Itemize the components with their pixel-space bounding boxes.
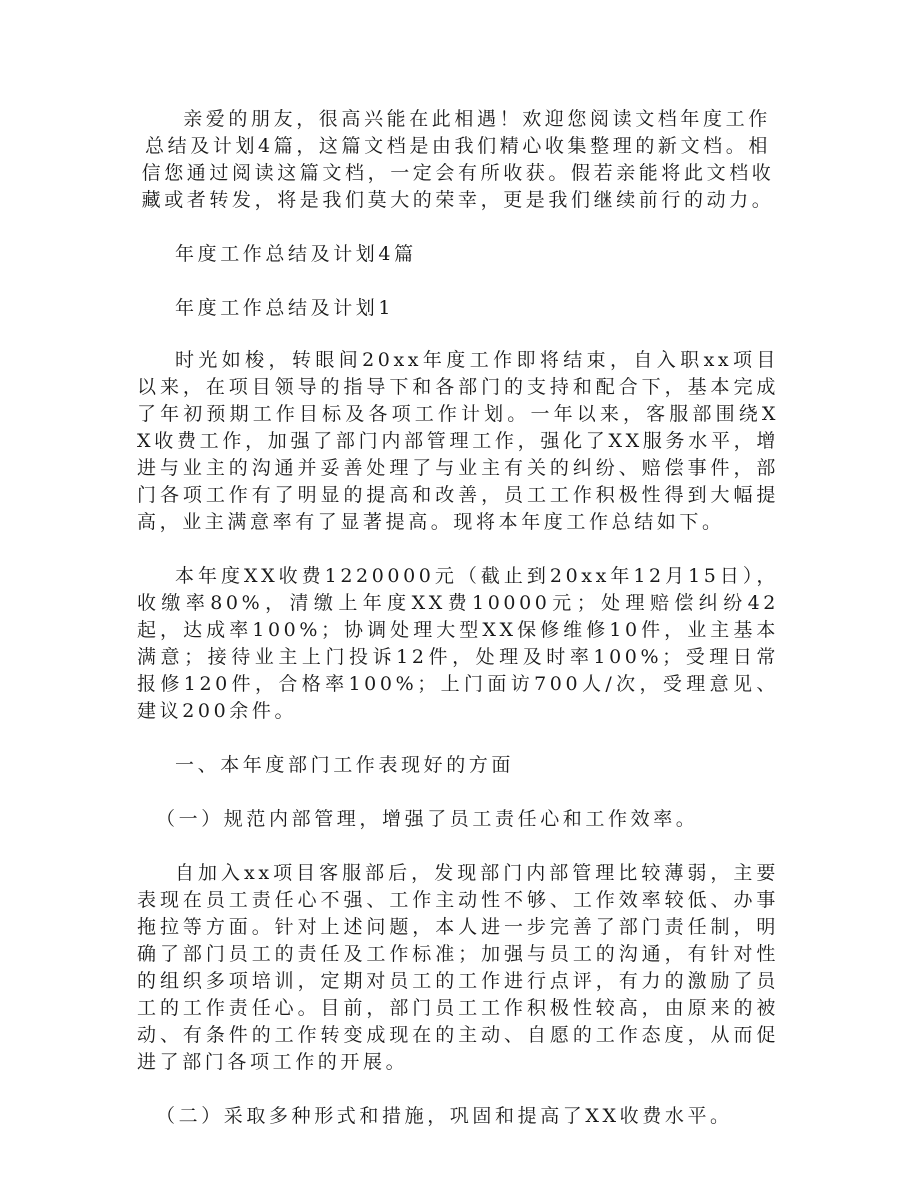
section-heading-1: 一、本年度部门工作表现好的方面 bbox=[175, 754, 515, 776]
body-paragraph-statistics: 本年度XX收费1220000元（截止到20xx年12月15日），收缴率80%，清缴上年度XX费10000元；处理赔偿纠纷42起，达成率100%；协调处理大型XX保修维修10件，业主基本满意；接待业主上门投诉12件，处理及时率100%；受理日常报修120件，合格率100%；上门面访700人/次，受理意见、建议200余件。 bbox=[137, 565, 779, 722]
subsection-heading-2: （二）采取多种形式和措施，巩固和提高了XX收费水平。 bbox=[156, 1105, 733, 1127]
body-paragraph-summary: 时光如梭，转眼间20xx年度工作即将结束，自入职xx项目以来，在项目领导的指导下和各部门的支持和配合下，基本完成了年初预期工作目标及各项工作计划。一年以来，客服部围绕XX收费工作，加强了部门内部管理工作，强化了XX服务水平，增进与业主的沟通并妥善处理了与业主有关的纠纷、赔偿事件，部门各项工作有了明显的提高和改善，员工工作积极性得到大幅提高，业主满意率有了显著提高。现将本年度工作总结如下。 bbox=[137, 349, 779, 533]
intro-paragraph: 亲爱的朋友，很高兴能在此相遇！欢迎您阅读文档年度工作总结及计划4篇，这篇文档是由我们精心收集整理的新文档。相信您通过阅读这篇文档，一定会有所收获。假若亲能将此文档收藏或者转发，将是我们莫大的荣幸，更是我们继续前行的动力。 bbox=[141, 108, 775, 211]
subsection-heading-1: （一）规范内部管理，增强了员工责任心和工作效率。 bbox=[156, 808, 699, 830]
document-subtitle: 年度工作总结及计划1 bbox=[175, 297, 395, 319]
subsection-body-1: 自加入xx项目客服部后，发现部门内部管理比较薄弱，主要表现在员工责任心不强、工作主动性不够、工作效率较低、办事拖拉等方面。针对上述问题，本人进一步完善了部门责任制，明确了部门员工的责任及工作标准；加强与员工的沟通，有针对性的组织多项培训，定期对员工的工作进行点评，有力的激励了员工的工作责任心。目前，部门员工工作积极性较高，由原来的被动、有条件的工作转变成现在的主动、自愿的工作态度，从而促进了部门各项工作的开展。 bbox=[137, 862, 779, 1073]
document-title: 年度工作总结及计划4篇 bbox=[175, 243, 417, 265]
document-page bbox=[137, 106, 779, 1130]
